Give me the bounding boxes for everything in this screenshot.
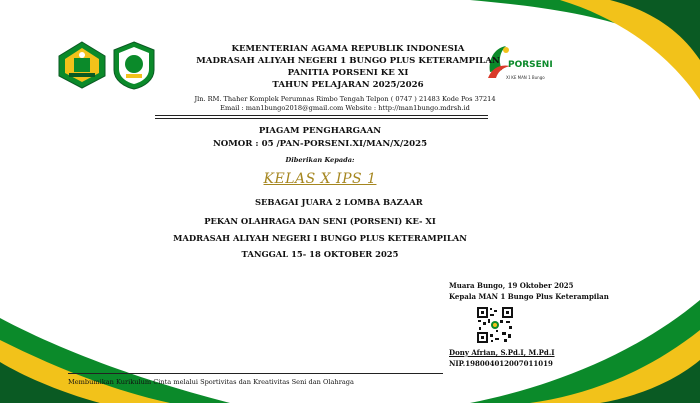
header-divider xyxy=(155,115,488,116)
qr-code-icon xyxy=(476,306,514,344)
header-school: MADRASAH ALIYAH NEGERI 1 BUNGO PLUS KETERAMPILAN xyxy=(196,56,500,66)
event-date: TANGGAL 15- 18 OKTOBER 2025 xyxy=(241,249,399,259)
header-email-website: Email : man1bungo2018@gmail.com Website : http://man1bungo.mdrsh.id xyxy=(220,104,470,112)
award-description: SEBAGAI JUARA 2 LOMBA BAZAAR xyxy=(255,197,423,207)
signatory-name: Dony Afrian, S.Pd.I, M.Pd.I xyxy=(449,348,555,357)
header-committee: PANITIA PORSENI KE XI xyxy=(287,68,409,78)
footer-motto: Membumikan Kurikulum Cinta melalui Sportivitas dan Kreativitas Seni dan Olahraga xyxy=(68,378,354,386)
header-divider-thin xyxy=(155,118,488,119)
signatory-nip: NIP.198004012007011019 xyxy=(449,359,553,368)
header-ministry: KEMENTERIAN AGAMA REPUBLIK INDONESIA xyxy=(231,44,465,54)
event-name: PEKAN OLAHRAGA DAN SENI (PORSENI) KE- XI xyxy=(204,216,436,226)
porseni-logo-subtext: XI KE MAN 1 Bungo xyxy=(506,75,545,80)
madrasah-logo-icon xyxy=(112,40,156,90)
school-name: MADRASAH ALIYAH NEGERI I BUNGO PLUS KETERAMPILAN xyxy=(173,233,467,243)
signature-place-date: Muara Bungo, 19 Oktober 2025 xyxy=(449,281,574,290)
header-address: Jln. RM. Thaher Komplek Perumnas Rimbo Tengah Telpon ( 0747 ) 21483 Kode Pos 37214 xyxy=(194,95,496,103)
certificate-number: NOMOR : 05 /PAN-PORSENI.XI/MAN/X/2025 xyxy=(212,139,428,149)
signature-position: Kepala MAN 1 Bungo Plus Keterampilan xyxy=(449,292,609,301)
kemenag-logo-icon xyxy=(57,40,107,90)
recipient-name: KELAS X IPS 1 xyxy=(263,171,377,187)
porseni-logo-text: PORSENI xyxy=(508,60,553,70)
given-to-label: Diberikan Kepada: xyxy=(285,156,355,164)
footer-divider xyxy=(68,373,443,374)
header-academic-year: TAHUN PELAJARAN 2025/2026 xyxy=(272,80,424,90)
certificate-title: PIAGAM PENGHARGAAN xyxy=(258,126,382,136)
